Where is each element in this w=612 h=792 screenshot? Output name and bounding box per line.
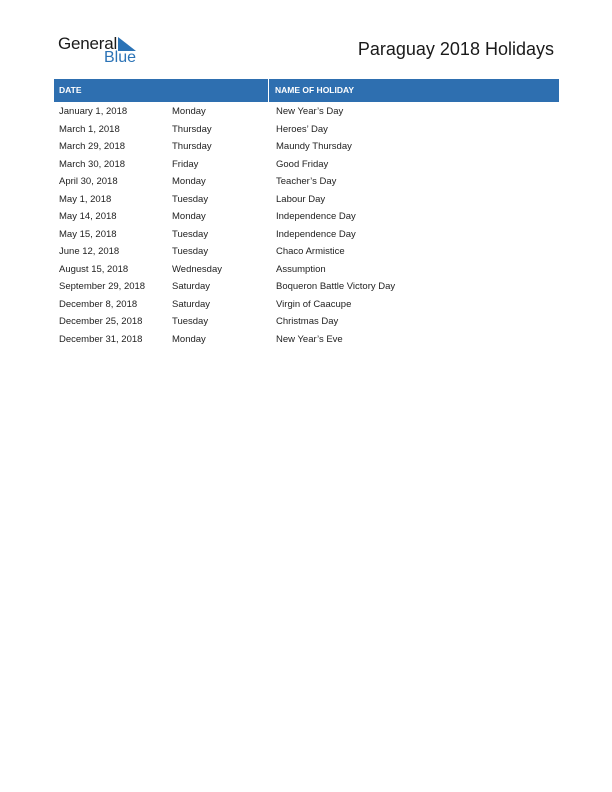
table-row (54, 156, 559, 174)
cell-holiday-name: Independence Day (276, 228, 356, 240)
cell-date: September 29, 2018 (59, 281, 146, 292)
column-header-date: DATE (54, 79, 269, 102)
table-row (54, 278, 559, 296)
cell-date: June 12, 2018 (59, 246, 120, 257)
table-row (54, 296, 559, 314)
cell-weekday: Tuesday (172, 246, 209, 257)
table-row (54, 243, 559, 261)
cell-holiday-name: Christmas Day (276, 316, 339, 327)
logo-word-blue: Blue (104, 49, 137, 66)
table-row (54, 103, 559, 121)
cell-holiday-name: Boqueron Battle Victory Day (276, 281, 396, 292)
cell-holiday-name: New Year’s Eve (276, 333, 343, 345)
cell-weekday: Thursday (172, 141, 212, 152)
cell-holiday-name: Virgin of Caacupe (276, 298, 352, 310)
holidays-table (54, 79, 559, 348)
cell-weekday: Saturday (172, 298, 211, 310)
table-header (54, 79, 559, 102)
table-row (54, 208, 559, 226)
cell-weekday: Tuesday (172, 228, 209, 240)
cell-weekday: Monday (172, 211, 206, 222)
cell-weekday: Wednesday (172, 263, 222, 275)
table-row (54, 331, 559, 349)
cell-date: January 1, 2018 (59, 106, 128, 117)
cell-date: March 1, 2018 (59, 123, 120, 135)
table-row (54, 191, 559, 209)
cell-weekday: Saturday (172, 281, 211, 292)
cell-date: December 8, 2018 (59, 298, 138, 310)
table-row (54, 173, 559, 191)
cell-date: April 30, 2018 (59, 176, 118, 187)
cell-date: August 15, 2018 (59, 263, 129, 275)
cell-date: March 29, 2018 (59, 141, 126, 152)
cell-holiday-name: Assumption (276, 263, 326, 275)
logo-word-general: General (58, 34, 118, 53)
cell-weekday: Monday (172, 176, 206, 187)
page-title: Paraguay 2018 Holidays (357, 39, 554, 59)
cell-date: May 14, 2018 (59, 211, 117, 222)
cell-weekday: Monday (172, 333, 206, 345)
table-row (54, 261, 559, 279)
cell-holiday-name: Heroes’ Day (276, 123, 328, 135)
cell-weekday: Tuesday (172, 316, 209, 327)
table-row (54, 226, 559, 244)
cell-date: December 25, 2018 (59, 316, 143, 327)
cell-date: May 1, 2018 (59, 193, 112, 205)
cell-weekday: Tuesday (172, 193, 209, 205)
cell-weekday: Monday (172, 106, 206, 117)
cell-weekday: Thursday (172, 123, 212, 135)
cell-date: May 15, 2018 (59, 228, 117, 240)
column-header-holiday-name: NAME OF HOLIDAY (275, 85, 355, 95)
table-row (54, 138, 559, 156)
table-body (54, 103, 559, 348)
brand-logo (58, 34, 148, 68)
cell-holiday-name: Maundy Thursday (276, 141, 352, 152)
cell-date: December 31, 2018 (59, 333, 143, 345)
cell-weekday: Friday (172, 158, 199, 170)
cell-holiday-name: New Year’s Day (276, 106, 344, 117)
cell-holiday-name: Good Friday (276, 158, 329, 170)
cell-holiday-name: Labour Day (276, 193, 326, 205)
cell-holiday-name: Independence Day (276, 211, 356, 222)
table-row (54, 121, 559, 139)
table-row (54, 313, 559, 331)
cell-holiday-name: Teacher’s Day (276, 176, 337, 187)
cell-date: March 30, 2018 (59, 158, 126, 170)
cell-holiday-name: Chaco Armistice (276, 246, 345, 257)
